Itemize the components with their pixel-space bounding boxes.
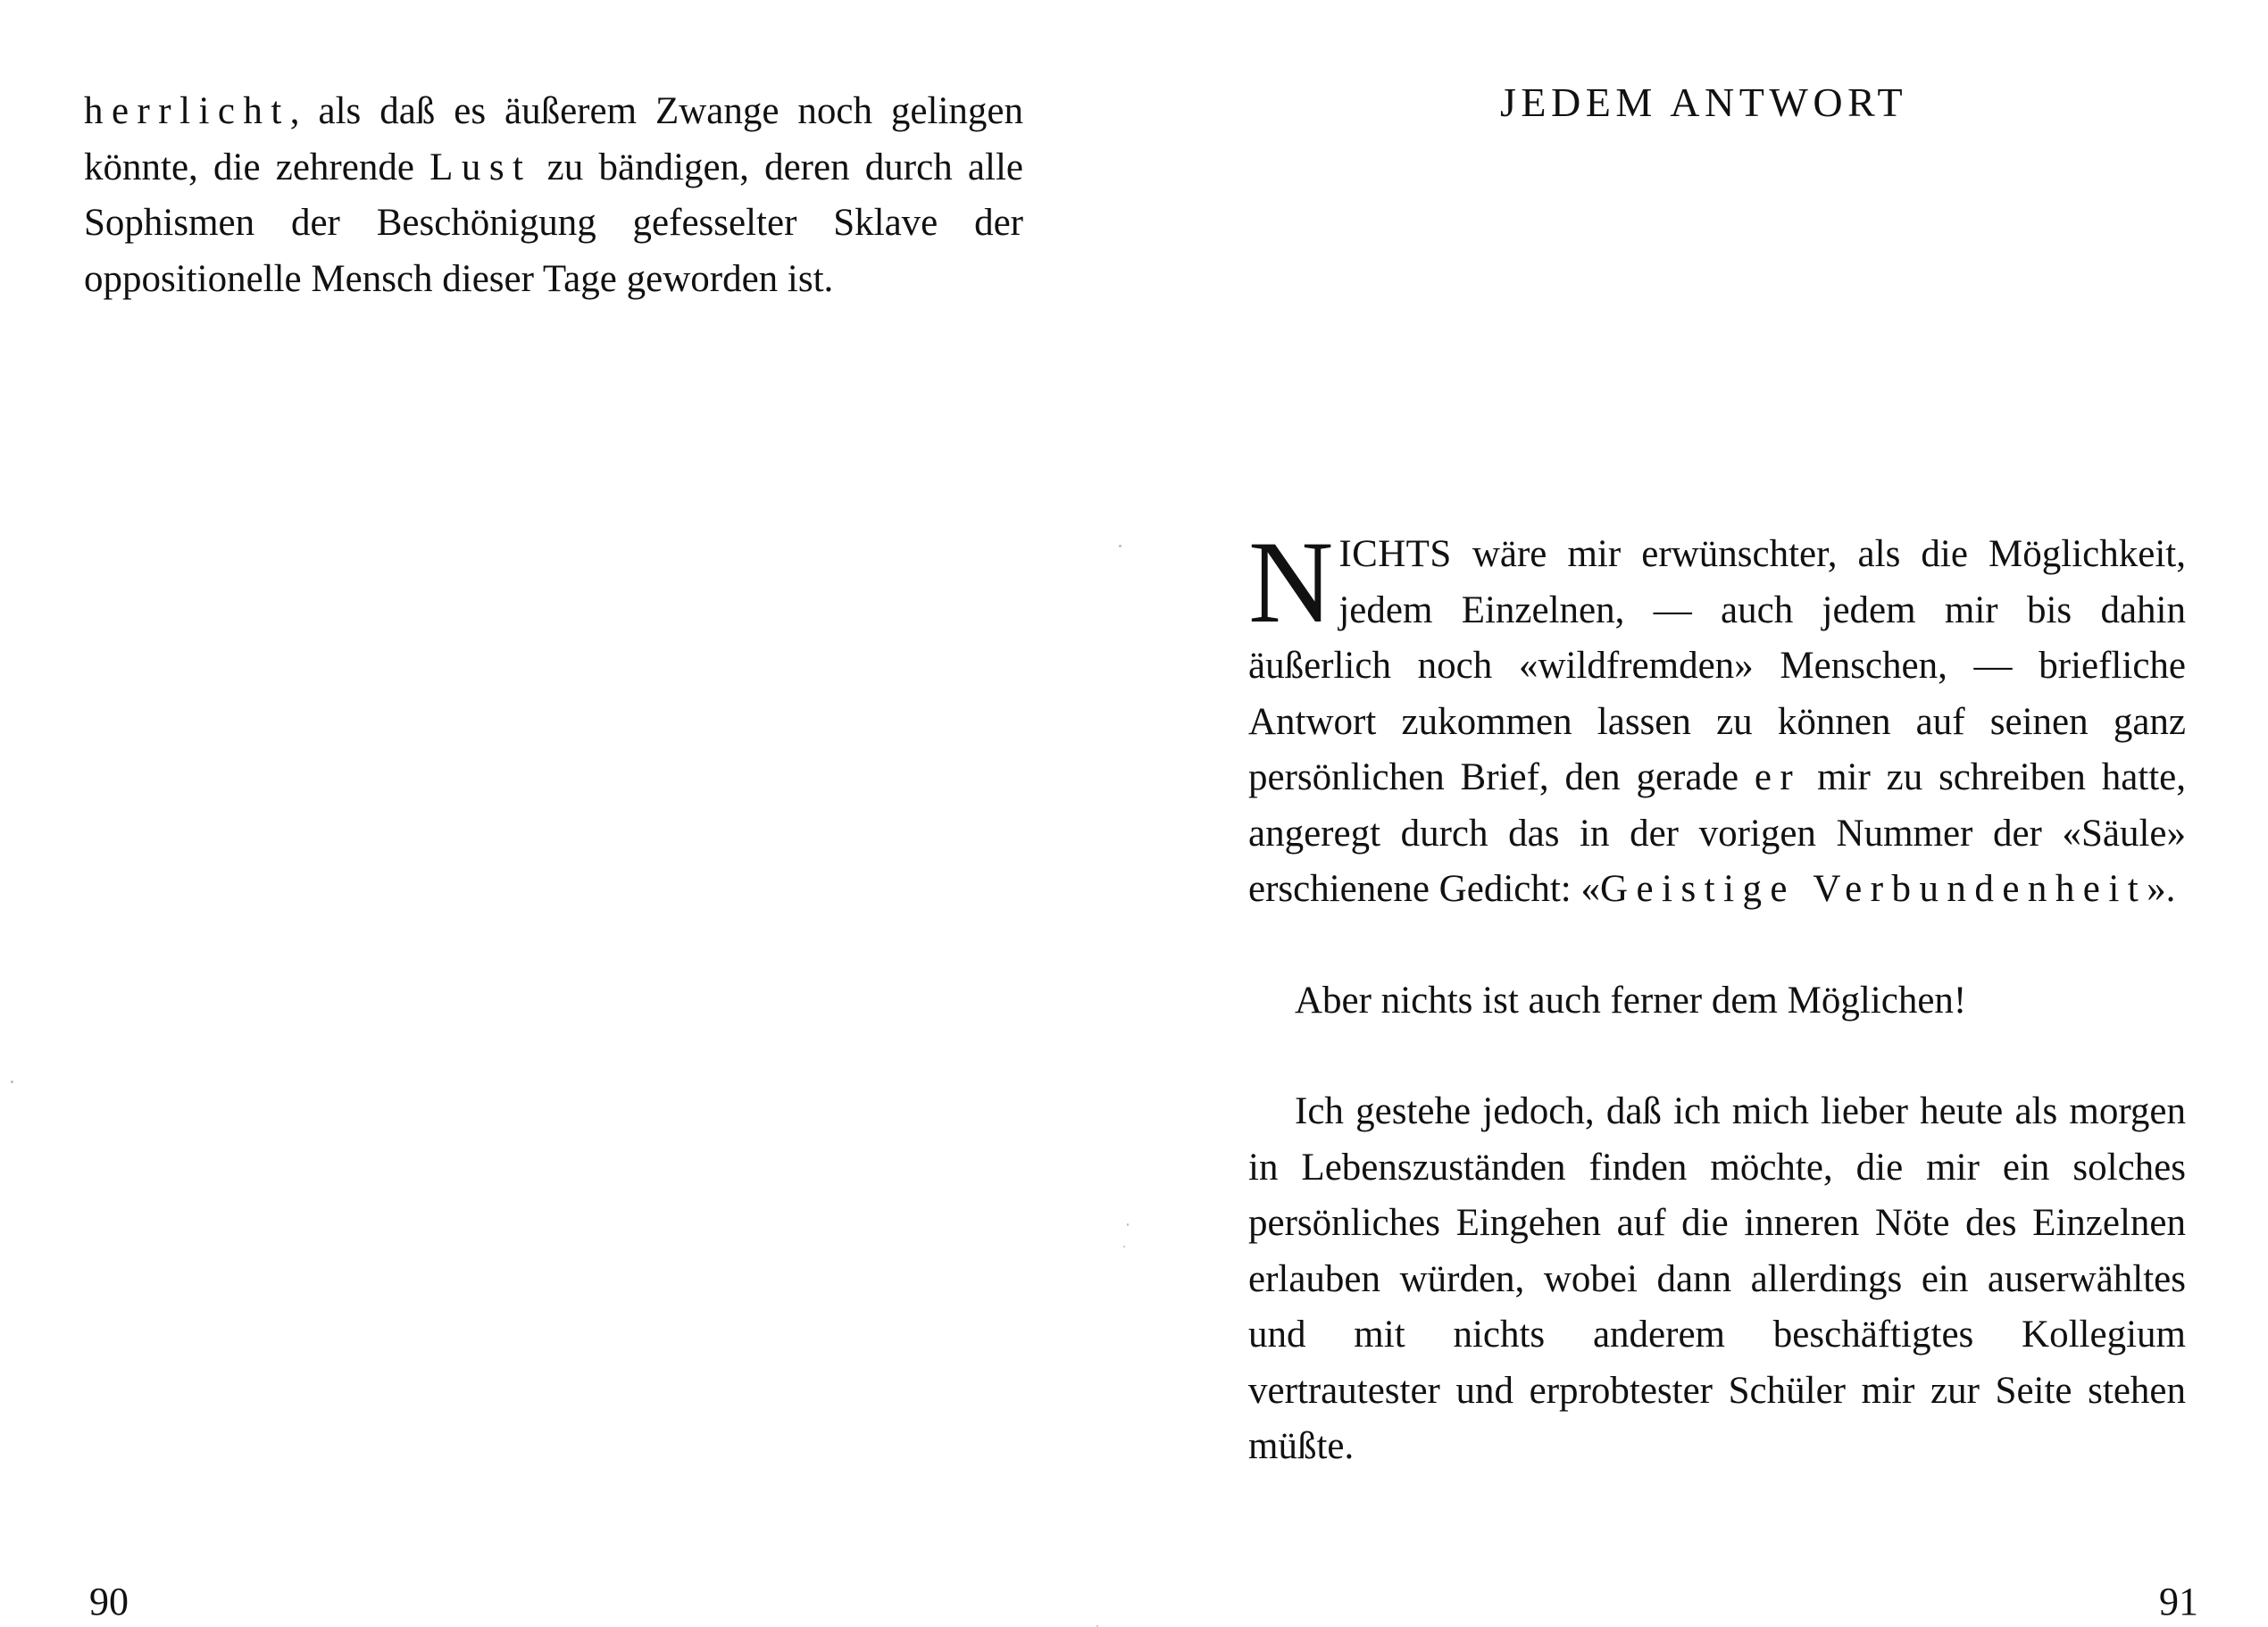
paragraph-2: Aber nichts ist auch ferner dem Möglichen! xyxy=(1295,979,1967,1022)
paragraph-1 xyxy=(1248,516,2187,918)
spaced-word-lust: Lust xyxy=(429,146,532,188)
left-page xyxy=(0,0,1134,1625)
scan-speck xyxy=(1127,1223,1129,1226)
spaced-word-er: er xyxy=(1754,756,1802,798)
small-caps-opening: ICHTS xyxy=(1338,533,1452,575)
section-heading: JEDEM ANTWORT xyxy=(1500,79,1908,125)
left-page-body xyxy=(84,84,1023,307)
right-page xyxy=(1134,0,2268,1625)
page-number-right: 91 xyxy=(2159,1580,2198,1623)
left-paragraph xyxy=(84,84,1023,307)
text-run: wäre mir erwünschter, als die Möglichkeit, jedem Einzelnen, — auch jedem mir bis dahin äußerlich noch «wildfremden» Menschen, — briefliche Antwort zukommen lassen zu können auf seinen ganz persönlichen Brief, den gerade xyxy=(1248,533,2186,798)
paragraph-gap xyxy=(1248,1029,2186,1084)
text-run: mir zu schreiben hatte, angeregt durch das in der vorigen Nummer der «Säule» erschienene Gedicht: « xyxy=(1248,756,2187,910)
page-number-left: 90 xyxy=(89,1580,129,1623)
scan-speck xyxy=(11,1080,13,1083)
scan-speck xyxy=(1119,545,1121,547)
drop-cap: N xyxy=(1248,516,1334,647)
text-run: zu bändigen, deren durch alle Sophismen der Beschönigung gefesselter Sklave der oppositionelle Mensch dieser Tage geworden ist. xyxy=(84,146,1023,300)
text-run: ». xyxy=(2147,868,2176,910)
scan-speck xyxy=(1123,1246,1125,1247)
spaced-poem-title: Geistige Verbundenheit xyxy=(1600,868,2147,910)
spaced-word-herrlicht: herrlicht xyxy=(84,90,290,132)
text-run: , als daß es äußerem Zwange noch gelingen könnte, die zehrende xyxy=(84,90,1023,188)
right-page-body xyxy=(1248,516,2187,1475)
paragraph-gap xyxy=(1248,918,2186,973)
paragraph-3: Ich gestehe jedoch, daß ich mich lieber heute als morgen in Lebenszuständen finden möchte, die mir ein solches persönliches Eingehen auf die inneren Nöte des Einzelnen erlauben würden, wobei dann allerdings ein auserwähltes und mit nichts anderem beschäftigtes Kollegium vertrautester und erprobtester Schüler mir zur Seite stehen müßte. xyxy=(1248,1090,2186,1467)
